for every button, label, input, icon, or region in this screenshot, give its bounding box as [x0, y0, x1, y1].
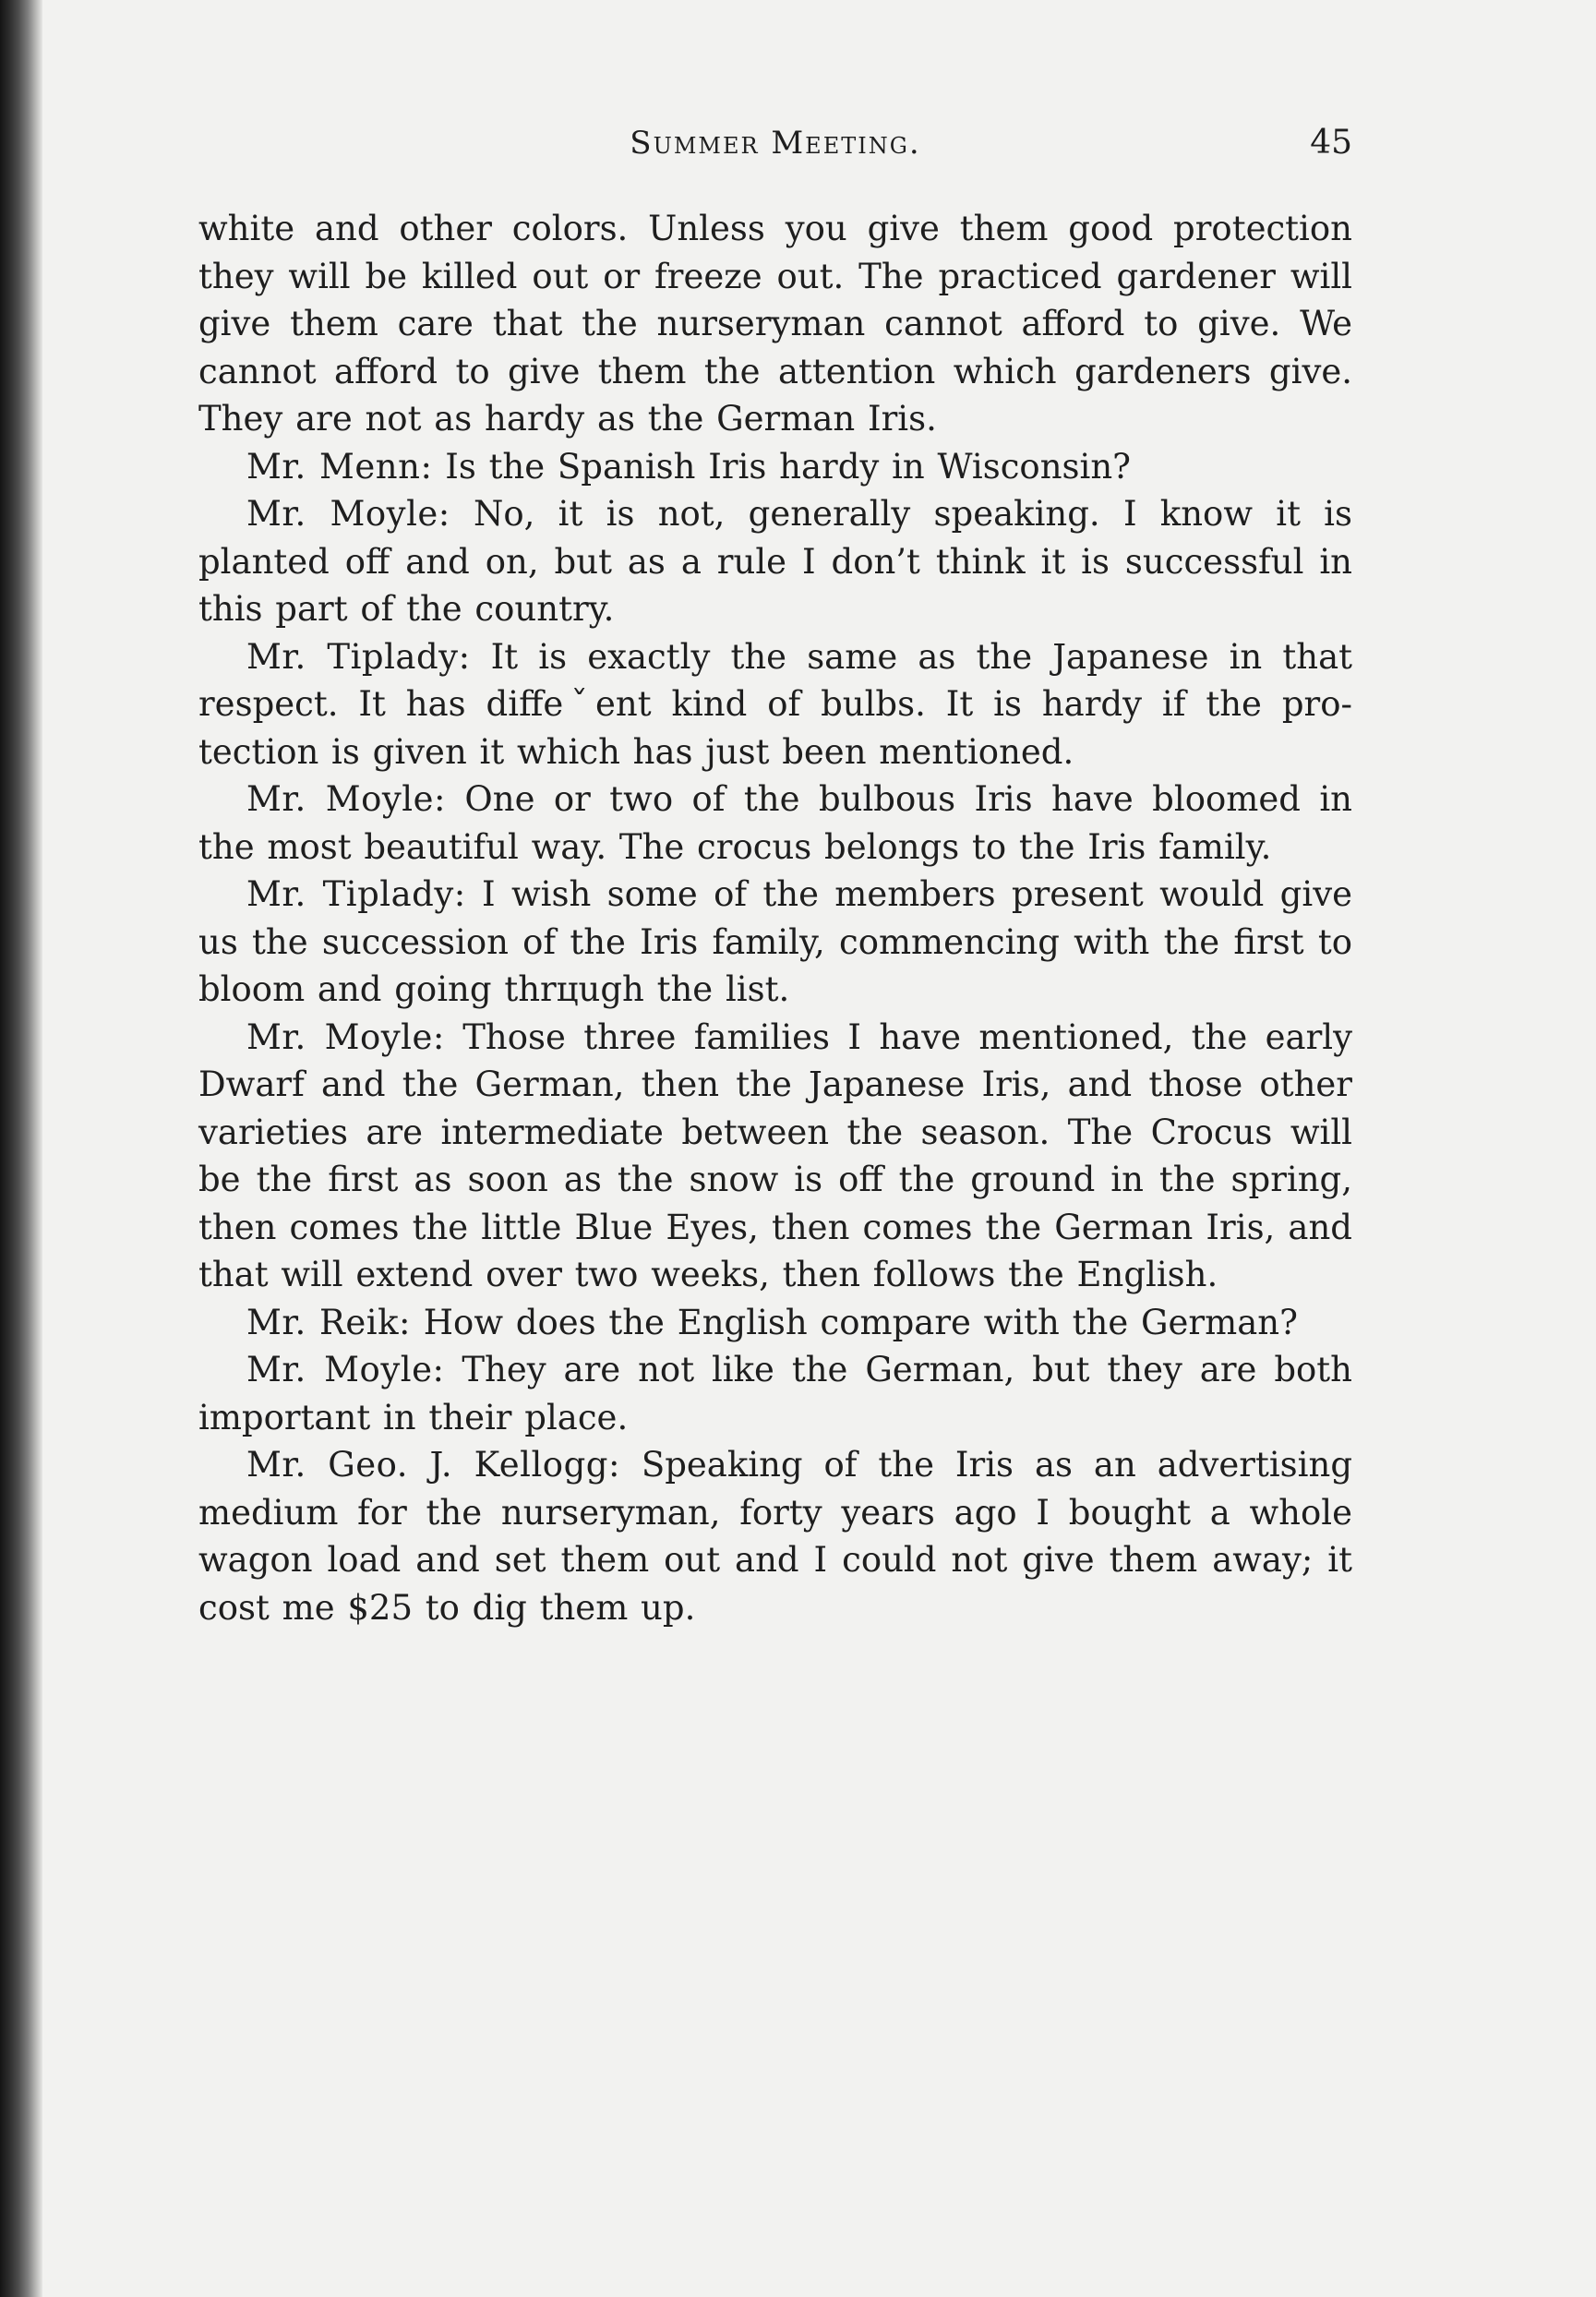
speaker-name: Mr. Menn:: [246, 446, 433, 487]
speaker-name: Mr. Geo. J. Kellogg:: [246, 1445, 620, 1485]
speaker-name: Mr. Reik:: [246, 1302, 412, 1342]
speaker-name: Mr. Tiplady:: [246, 636, 471, 677]
paragraph-kellogg: [198, 1441, 1352, 1631]
paragraph-continuation: [198, 205, 1352, 443]
paragraph-reik: [198, 1299, 1352, 1347]
speaker-name: Mr. Moyle:: [246, 1016, 445, 1057]
paragraph-tiplady-1: [198, 633, 1352, 776]
paragraph-moyle-3: [198, 1014, 1352, 1299]
paragraph-tiplady-2: [198, 871, 1352, 1014]
speaker-name: Mr. Moyle:: [246, 779, 446, 819]
paragraph-text: How does the English compare with the German?: [423, 1302, 1298, 1342]
paragraph-text: They are not like the German, but they are both important in their place.: [198, 1350, 1352, 1437]
running-header: [198, 115, 1352, 171]
running-title: Summer Meeting.: [630, 125, 921, 162]
speaker-name: Mr. Moyle:: [246, 1350, 445, 1389]
paragraph-moyle-2: [198, 776, 1352, 871]
paragraph-text: I wish some of the members present would give us the succession of the Iris family, commencing with the first to bloom and going thrцugh the list.: [198, 874, 1352, 1009]
page-number: 45: [1310, 124, 1352, 162]
paragraph-menn: [198, 443, 1352, 491]
paragraph-text: It is exactly the same as the Japanese in that respect. It has diffeˇent kind of bulbs. It is hardy if the protection is given it which has just been mentioned.: [198, 636, 1352, 772]
paragraph-text: Is the Spanish Iris hardy in Wisconsin?: [445, 446, 1132, 487]
paragraph-text: One or two of the bulbous Iris have bloomed in the most beautiful way. The crocus belongs to the Iris family.: [198, 779, 1353, 867]
paragraph-moyle-4: [198, 1346, 1352, 1441]
book-binding-edge: [0, 0, 42, 2297]
body-text: [198, 205, 1352, 1631]
paragraph-text: Speaking of the Iris as an advertising medium for the nurseryman, forty years ago I bought a whole wagon load and set them out and I could not give them away; it cost me $25 to dig them up.: [198, 1445, 1353, 1628]
paragraph-text: white and other colors. Unless you give them good protection they will be killed out or freeze out. The practiced gardener will give them care that the nurseryman cannot afford to give. We cannot afford to give them the attention which gardeners give. They are not as hardy as the German Iris.: [198, 209, 1352, 439]
paragraph-text: Those three families I have mentioned, the early Dwarf and the German, then the Japanese Iris, and those other varieties are intermediate between the season. The Crocus will be the first as soon as the snow is off the ground in the spring, then comes the little Blue Eyes, then comes the German Iris, and that will extend over two weeks, then follows the English.: [198, 1016, 1353, 1294]
speaker-name: Mr. Moyle:: [246, 494, 450, 534]
paragraph-text: No, it is not, generally speaking. I know it is planted off and on, but as a rule I don’t think it is successful in this part of the country.: [198, 494, 1353, 629]
speaker-name: Mr. Tiplady:: [246, 874, 466, 914]
paragraph-moyle-1: [198, 490, 1352, 633]
